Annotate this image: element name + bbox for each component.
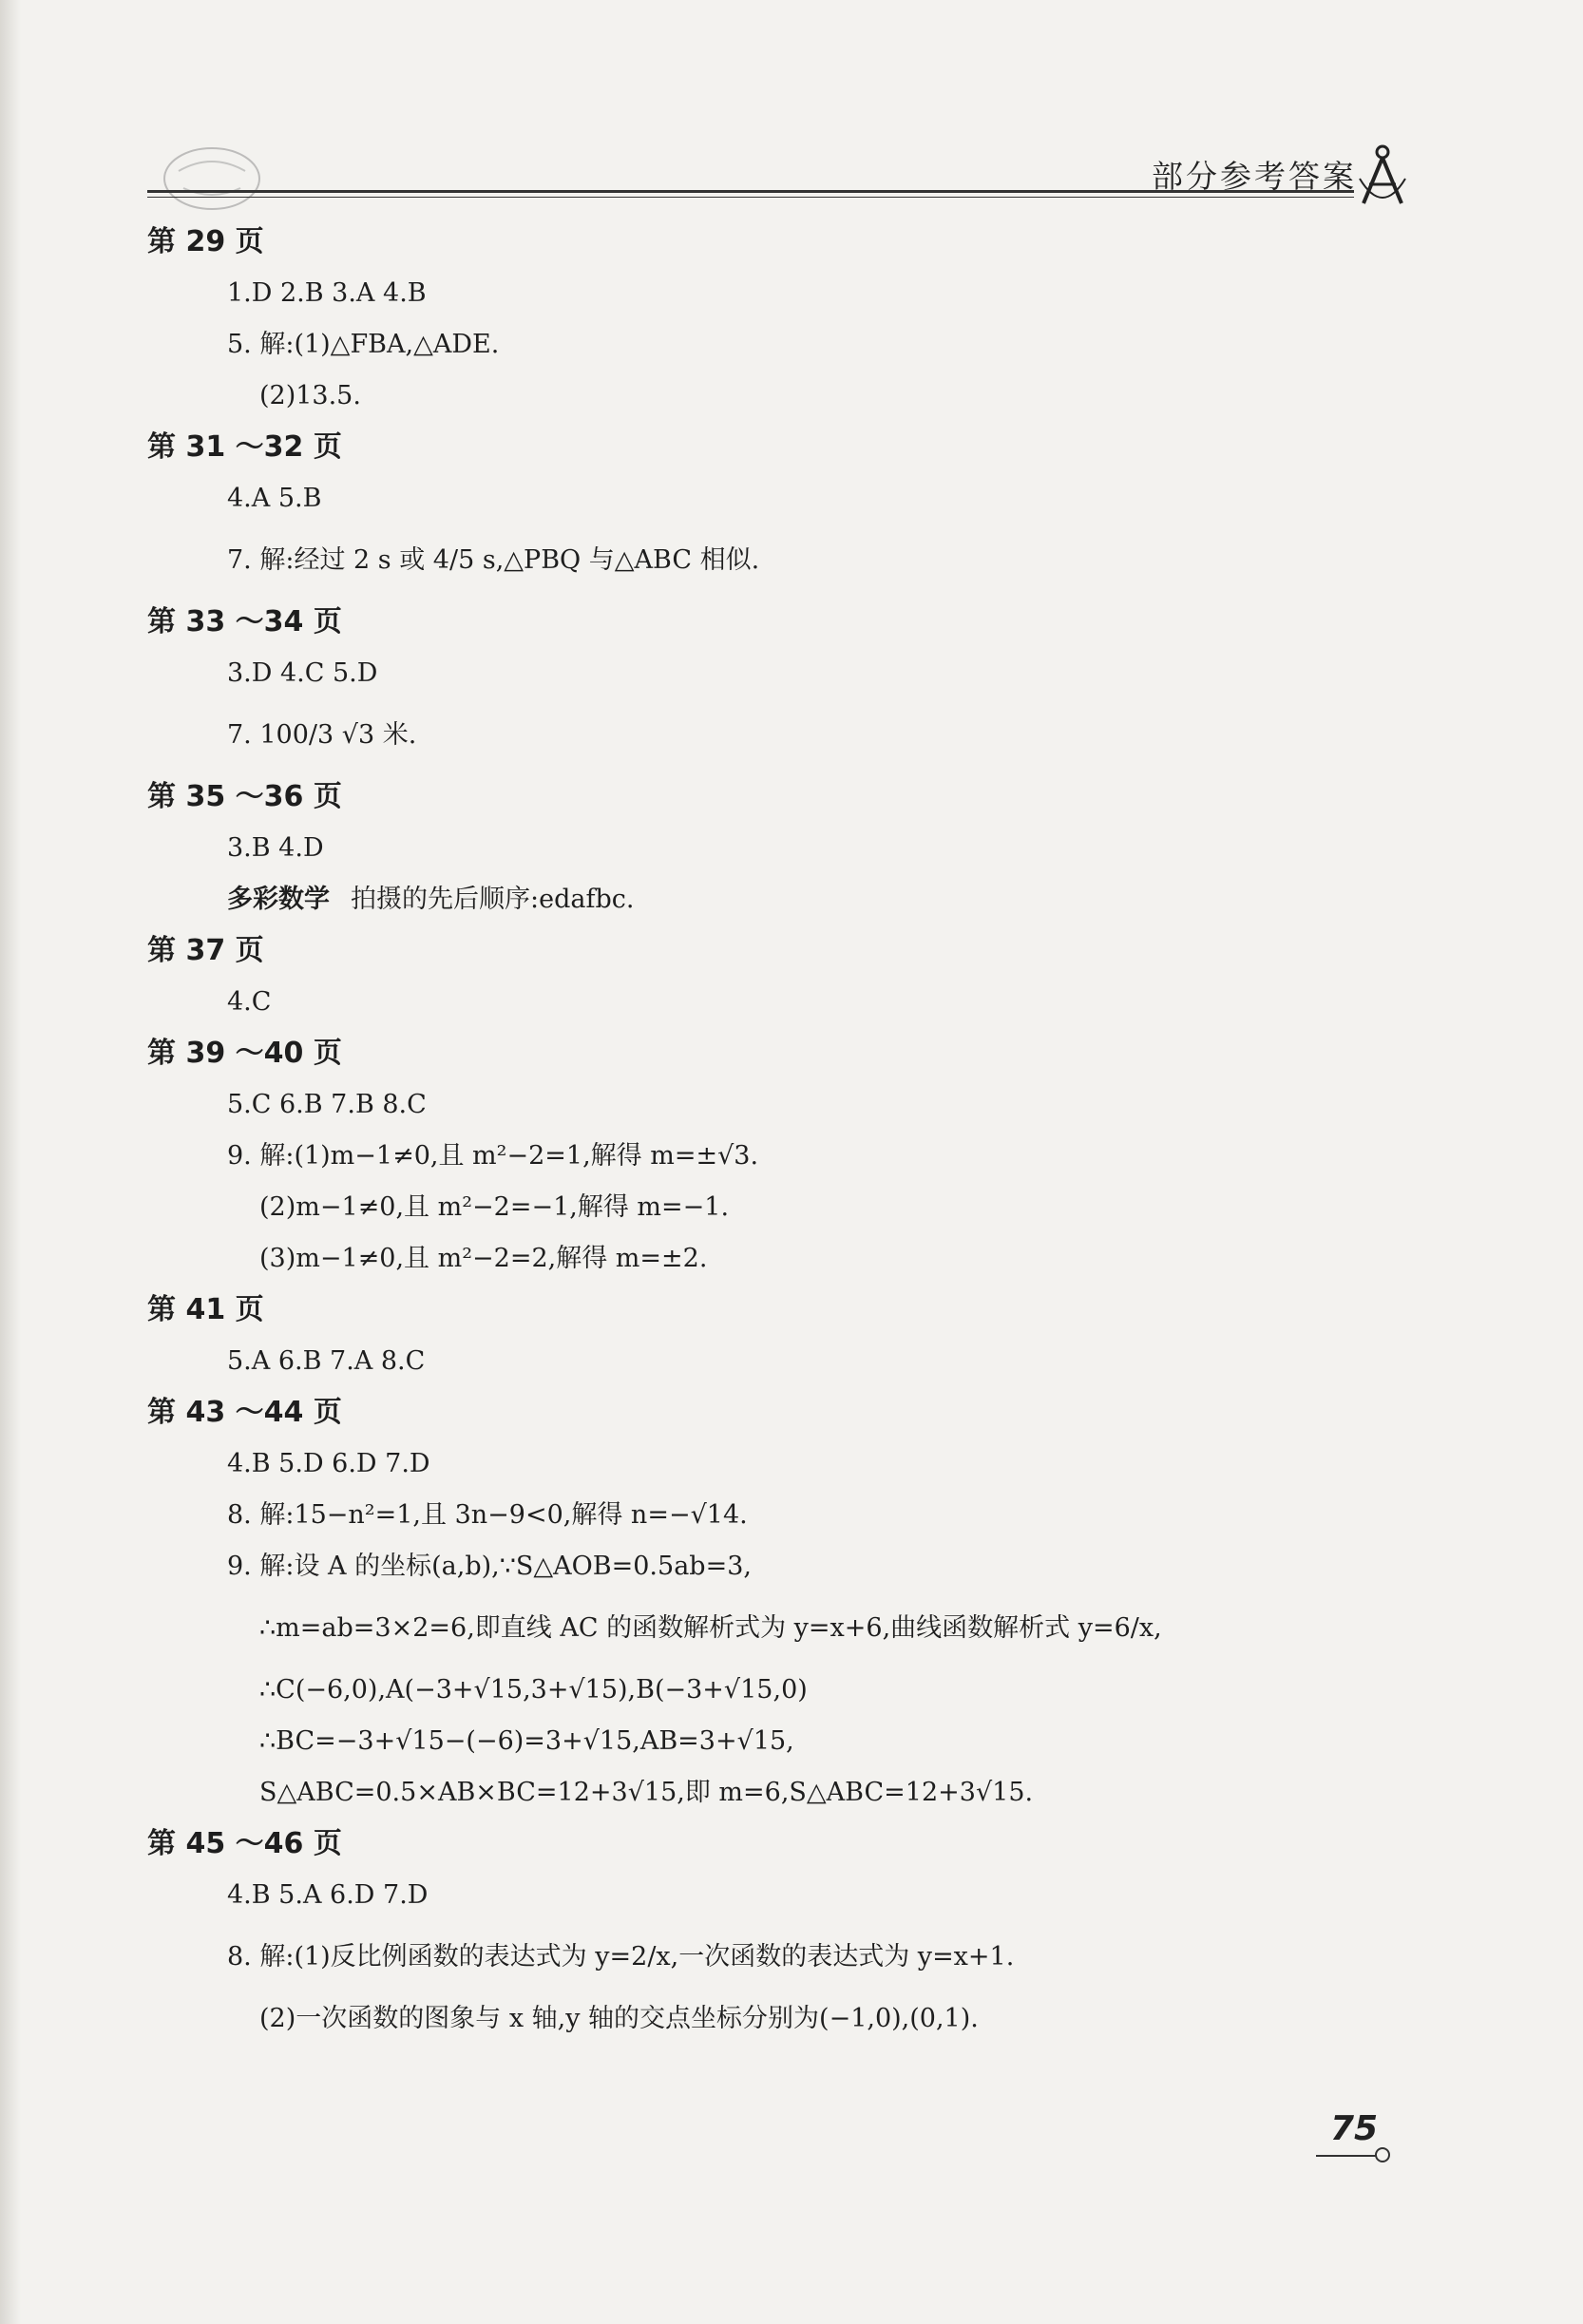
- answer-line: 4.B 5.D 6.D 7.D: [227, 1449, 430, 1478]
- answer-line: 7. 解:经过 2 s 或 4/5 s,△PBQ 与△ABC 相似.: [227, 545, 760, 575]
- answer-line: 7. 100/3 √3 米.: [227, 720, 417, 750]
- answer-line: 4.B 5.A 6.D 7.D: [227, 1880, 429, 1910]
- section-title: 第 31 ～32 页: [147, 430, 342, 464]
- colorful-math-line: [147, 874, 1383, 925]
- answer-line: ∴C(−6,0),A(−3+√15,3+√15),B(−3+√15,0): [259, 1675, 808, 1705]
- section-title: 第 37 页: [147, 934, 264, 967]
- section-title: 第 39 ～40 页: [147, 1037, 342, 1070]
- answer-line: (2)m−1≠0,且 m²−2=−1,解得 m=−1.: [259, 1192, 730, 1222]
- answer-line: 8. 解:(1)反比例函数的表达式为 y=2/x,一次函数的表达式为 y=x+1.: [227, 1942, 1015, 1972]
- section-title: 第 29 页: [147, 225, 264, 258]
- section-title: 第 41 页: [147, 1293, 264, 1326]
- section-p45-46: [147, 1819, 1383, 2045]
- answer-line: 8. 解:15−n²=1,且 3n−9<0,解得 n=−√14.: [227, 1500, 748, 1530]
- page-edge-shadow: [0, 0, 21, 2324]
- page-number: 75: [1330, 2109, 1379, 2148]
- answer-line: (2)13.5.: [259, 381, 361, 410]
- header-rule-thin: [147, 197, 1354, 198]
- colorful-math-label: 多彩数学: [227, 885, 330, 914]
- answer-line: 9. 解:设 A 的坐标(a,b),∵S△AOB=0.5ab=3,: [227, 1552, 752, 1581]
- compass-icon: [1354, 141, 1411, 209]
- section-title: 第 33 ～34 页: [147, 605, 342, 638]
- section-p29: [147, 217, 1383, 422]
- answer-line: (3)m−1≠0,且 m²−2=2,解得 m=±2.: [259, 1244, 708, 1273]
- section-p39-40: [147, 1028, 1383, 1285]
- section-title: 第 45 ～46 页: [147, 1827, 342, 1860]
- answer-line: 5. 解:(1)△FBA,△ADE.: [227, 330, 500, 359]
- answer-line: S△ABC=0.5×AB×BC=12+3√15,即 m=6,S△ABC=12+3√15.: [259, 1778, 1034, 1807]
- answer-line: 3.B 4.D: [227, 833, 324, 863]
- page-number-ornament-icon: [1375, 2147, 1390, 2162]
- answer-line: 5.C 6.B 7.B 8.C: [227, 1090, 427, 1119]
- section-p35-36: [147, 771, 1383, 925]
- answer-line: 4.C: [227, 987, 272, 1017]
- section-p41: [147, 1285, 1383, 1387]
- section-p31-32: [147, 422, 1383, 597]
- header-title: 部分参考答案: [1152, 158, 1357, 195]
- page-number-rule: [1316, 2155, 1378, 2157]
- section-p37: [147, 925, 1383, 1028]
- answer-line: ∴m=ab=3×2=6,即直线 AC 的函数解析式为 y=x+6,曲线函数解析式 y=6/x,: [259, 1613, 1162, 1643]
- section-p43-44: [147, 1387, 1383, 1819]
- answer-text: 拍摄的先后顺序:edafbc.: [351, 885, 635, 914]
- answer-line: 1.D 2.B 3.A 4.B: [227, 278, 427, 308]
- answer-line: 3.D 4.C 5.D: [227, 658, 378, 688]
- section-p33-34: [147, 597, 1383, 771]
- watermark-stamp-icon: [160, 143, 264, 214]
- answer-line: 4.A 5.B: [227, 484, 322, 513]
- answer-line: (2)一次函数的图象与 x 轴,y 轴的交点坐标分别为(−1,0),(0,1).: [259, 2004, 979, 2033]
- answer-line: 9. 解:(1)m−1≠0,且 m²−2=1,解得 m=±√3.: [227, 1141, 759, 1171]
- answer-content: [147, 217, 1383, 2045]
- answer-line: ∴BC=−3+√15−(−6)=3+√15,AB=3+√15,: [259, 1726, 794, 1756]
- section-title: 第 43 ～44 页: [147, 1396, 342, 1429]
- answer-line: 5.A 6.B 7.A 8.C: [227, 1346, 426, 1376]
- section-title: 第 35 ～36 页: [147, 780, 342, 813]
